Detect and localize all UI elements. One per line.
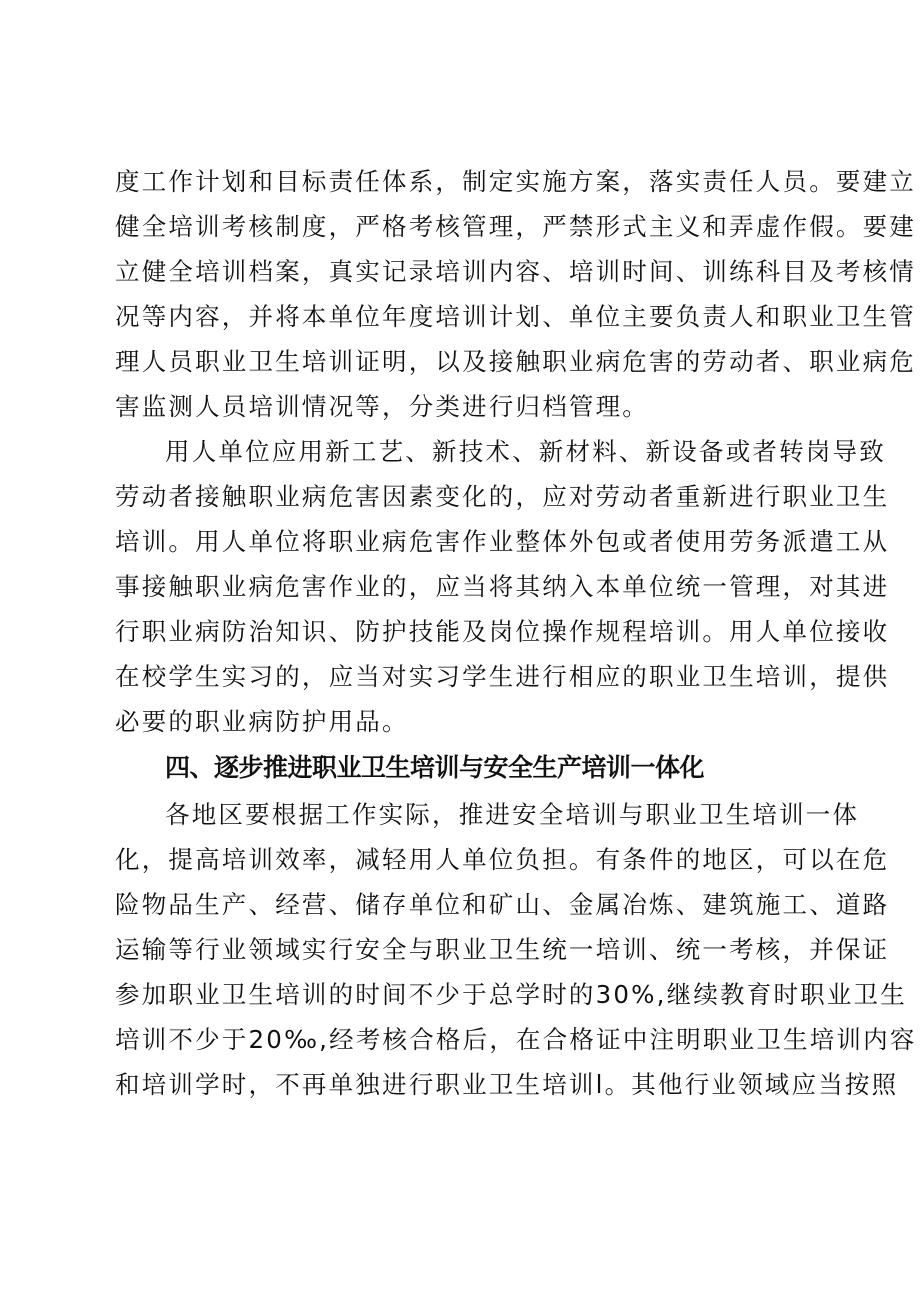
- paragraph-line: 行职业病防治知识、防护技能及岗位操作规程培训。用人单位接收: [115, 617, 890, 646]
- paragraph-line: 培训不少于20‰,经考核合格后，在合格证中注明职业卫生培训内容: [115, 1025, 917, 1054]
- paragraph-line: 度工作计划和目标责任体系，制定实施方案，落实责任人员。要建立: [115, 167, 916, 196]
- paragraph-line: 培训。用人单位将职业病危害作业整体外包或者使用劳务派遣工从: [115, 527, 890, 556]
- paragraph-line: 和培训学时，不再单独进行职业卫生培训l。其他行业领域应当按照: [115, 1070, 899, 1099]
- paragraph-line: 必要的职业病防护用品。: [115, 707, 409, 736]
- paragraph-line: 险物品生产、经营、储存单位和矿山、金属冶炼、建筑施工、道路: [115, 890, 890, 919]
- paragraph-line: 用人单位应用新工艺、新技术、新材料、新设备或者转岗导致: [165, 437, 886, 466]
- paragraph-line: 理人员职业卫生培训证明，以及接触职业病危害的劳动者、职业病危: [115, 347, 916, 376]
- paragraph-line: 在校学生实习的，应当对实习学生进行相应的职业卫生培训，提供: [115, 662, 890, 691]
- paragraph-line: 况等内容，并将本单位年度培训计划、单位主要负责人和职业卫生管: [115, 302, 916, 331]
- paragraph-line: 立健全培训档案，真实记录培训内容、培训时间、训练科目及考核情: [115, 257, 916, 286]
- paragraph-line: 化，提高培训效率，减轻用人单位负担。有条件的地区，可以在危: [115, 845, 890, 874]
- paragraph-line: 劳动者接触职业病危害因素变化的，应对劳动者重新进行职业卫生: [115, 482, 890, 511]
- paragraph-line: 健全培训考核制度，严格考核管理，严禁形式主义和弄虚作假。要建: [115, 212, 916, 241]
- section-heading: 四、逐步推进职业卫生培训与安全生产培训一体化: [165, 753, 705, 782]
- paragraph-line: 各地区要根据工作实际，推进安全培训与职业卫生培训一体: [165, 800, 860, 829]
- paragraph-line: 害监测人员培训情况等，分类进行归档管理。: [115, 392, 649, 421]
- paragraph-line: 事接触职业病危害作业的，应当将其纳入本单位统一管理，对其进: [115, 572, 890, 601]
- paragraph-line: 运输等行业领域实行安全与职业卫生统一培训、统一考核，并保证: [115, 935, 890, 964]
- paragraph-line: 参加职业卫生培训的时间不少于总学时的30%,继续教育时职业卫生: [115, 980, 907, 1009]
